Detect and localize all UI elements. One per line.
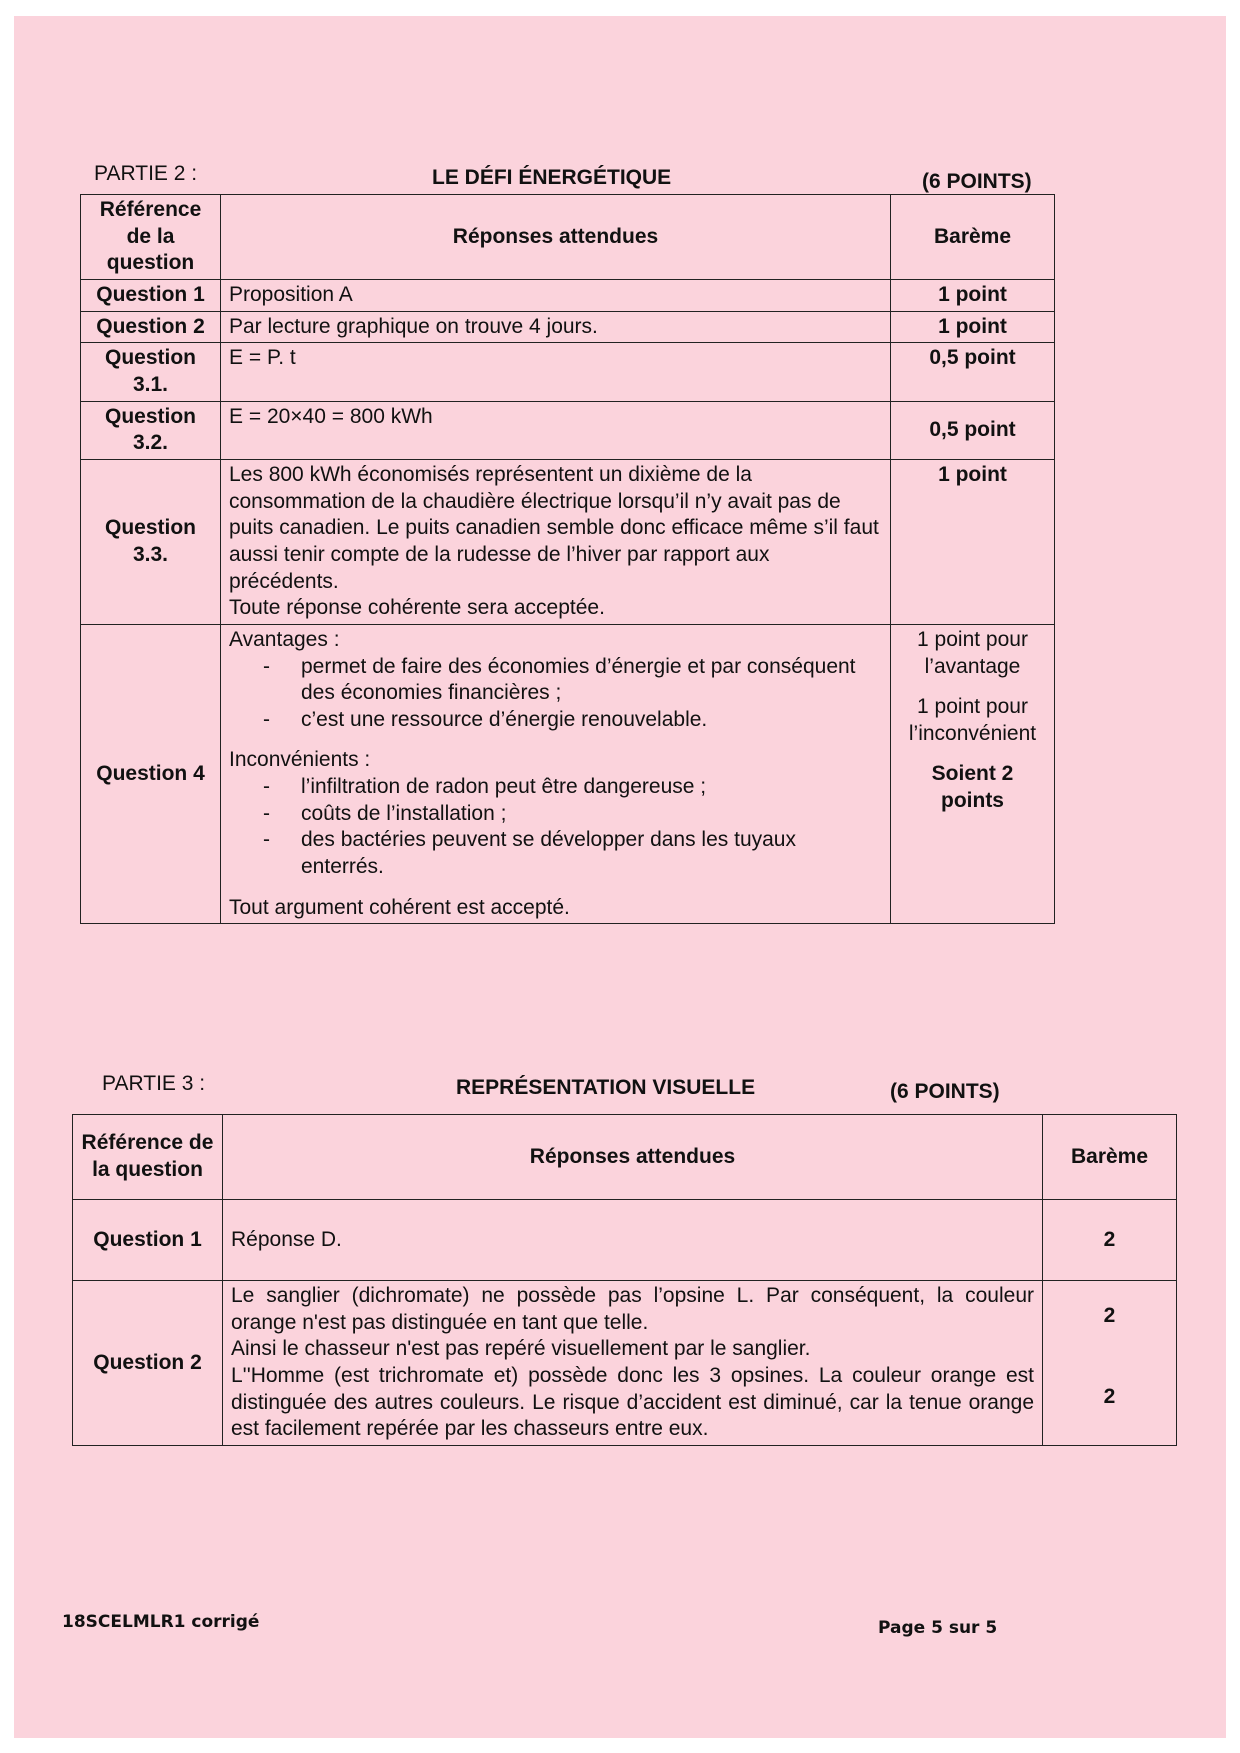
header-answers: Réponses attendues	[221, 195, 891, 280]
scale-value: 1 point	[891, 311, 1055, 343]
document-code: 18SCELMLR1 corrigé	[62, 1612, 260, 1632]
list-item: - permet de faire des économies d’énergie et par conséquent des économies financières ;	[229, 654, 882, 707]
table-row	[81, 624, 1055, 924]
scale-advantage: 1 point pour l’avantage	[917, 627, 1028, 678]
table-row	[81, 311, 1055, 343]
header-reference: Référence de la question	[73, 1115, 223, 1200]
table-row	[73, 1200, 1177, 1281]
scale-value: 1 point	[891, 279, 1055, 311]
scale-value: 0,5 point	[891, 401, 1055, 459]
part3-points: (6 POINTS)	[890, 1080, 1000, 1103]
question-ref: Question 3.3.	[81, 459, 221, 624]
scale-value: 0,5 point	[891, 343, 1055, 401]
answer-text: Réponse D.	[223, 1200, 1043, 1281]
advantages-title: Avantages :	[229, 627, 340, 651]
scale-cell	[891, 624, 1055, 924]
header-answers: Réponses attendues	[223, 1115, 1043, 1200]
answer-cell	[223, 1281, 1043, 1446]
table-row	[81, 459, 1055, 624]
answer-cell	[221, 624, 891, 924]
table-header-row	[81, 195, 1055, 280]
answer-text: E = P. t	[221, 343, 891, 401]
list-item: - coûts de l’installation ;	[229, 801, 882, 828]
header-reference: Référence de la question	[81, 195, 221, 280]
question-ref: Question 3.2.	[81, 401, 221, 459]
scale-drawback: 1 point pour l’inconvénient	[908, 695, 1037, 745]
part2-header	[94, 162, 1054, 198]
list-item: - c’est une ressource d’énergie renouvelable.	[229, 707, 882, 734]
question-ref: Question 3.1.	[81, 343, 221, 401]
scale-value: 1 point	[891, 459, 1055, 624]
question-ref: Question 2	[81, 311, 221, 343]
scale-cell	[1043, 1281, 1177, 1446]
table-row	[81, 401, 1055, 459]
scale-value: 2	[1103, 1384, 1116, 1408]
part3-title: REPRÉSENTATION VISUELLE	[456, 1076, 756, 1099]
table-row	[81, 343, 1055, 401]
drawbacks-title: Inconvénients :	[229, 748, 371, 772]
answer-cell	[221, 459, 891, 624]
scale-value: 2	[1043, 1200, 1177, 1281]
part2-label: PARTIE 2 :	[94, 162, 198, 185]
scale-total: Soient 2 points	[931, 762, 1014, 813]
part3-header	[102, 1072, 1022, 1108]
answer-text: E = 20×40 = 800 kWh	[221, 401, 891, 459]
scale-value: 2	[1103, 1304, 1116, 1327]
exam-answer-page	[14, 16, 1226, 1738]
part3-label: PARTIE 3 :	[102, 1072, 206, 1095]
answer-text: Ainsi le chasseur n'est pas repéré visuellement par le sanglier.	[231, 1337, 811, 1361]
question-ref: Question 1	[81, 279, 221, 311]
part2-table	[80, 194, 1055, 924]
drawbacks-list	[229, 774, 882, 881]
table-row	[73, 1281, 1177, 1446]
header-scale: Barème	[891, 195, 1055, 280]
answer-note: Toute réponse cohérente sera acceptée.	[229, 596, 605, 620]
header-scale: Barème	[1043, 1115, 1177, 1200]
answer-note: Tout argument cohérent est accepté.	[229, 895, 570, 919]
list-item: - des bactéries peuvent se développer dans les tuyaux enterrés.	[229, 827, 882, 880]
answer-text: Le sanglier (dichromate) ne possède pas l’opsine L. Par conséquent, la couleur orange n'est pas distinguée en tant que telle.	[231, 1284, 1034, 1334]
table-header-row	[73, 1115, 1177, 1200]
answer-text: L''Homme (est trichromate et) possède donc les 3 opsines. La couleur orange est distinguée des autres couleurs. Le risque d’accident est diminué, car la tenue orange est facilement repérée par les chasseurs entre eux.	[231, 1363, 1034, 1441]
answer-text: Proposition A	[221, 279, 891, 311]
answer-text: Par lecture graphique on trouve 4 jours.	[221, 311, 891, 343]
part2-title: LE DÉFI ÉNERGÉTIQUE	[432, 166, 672, 189]
page-number: Page 5 sur 5	[878, 1618, 998, 1638]
advantages-list	[229, 654, 882, 734]
part3-table	[72, 1114, 1177, 1446]
answer-text: Les 800 kWh économisés représentent un dixième de la consommation de la chaudière électrique lorsqu’il n’y avait pas de puits canadien. Le puits canadien semble donc efficace même s’il faut aussi tenir compte de la rudesse de l’hiver par rapport aux précédents.	[229, 462, 879, 593]
table-row	[81, 279, 1055, 311]
part2-points: (6 POINTS)	[922, 170, 1032, 193]
question-ref: Question 2	[73, 1281, 223, 1446]
question-ref: Question 1	[73, 1200, 223, 1281]
list-item: - l’infiltration de radon peut être dangereuse ;	[229, 774, 882, 801]
question-ref: Question 4	[81, 624, 221, 924]
